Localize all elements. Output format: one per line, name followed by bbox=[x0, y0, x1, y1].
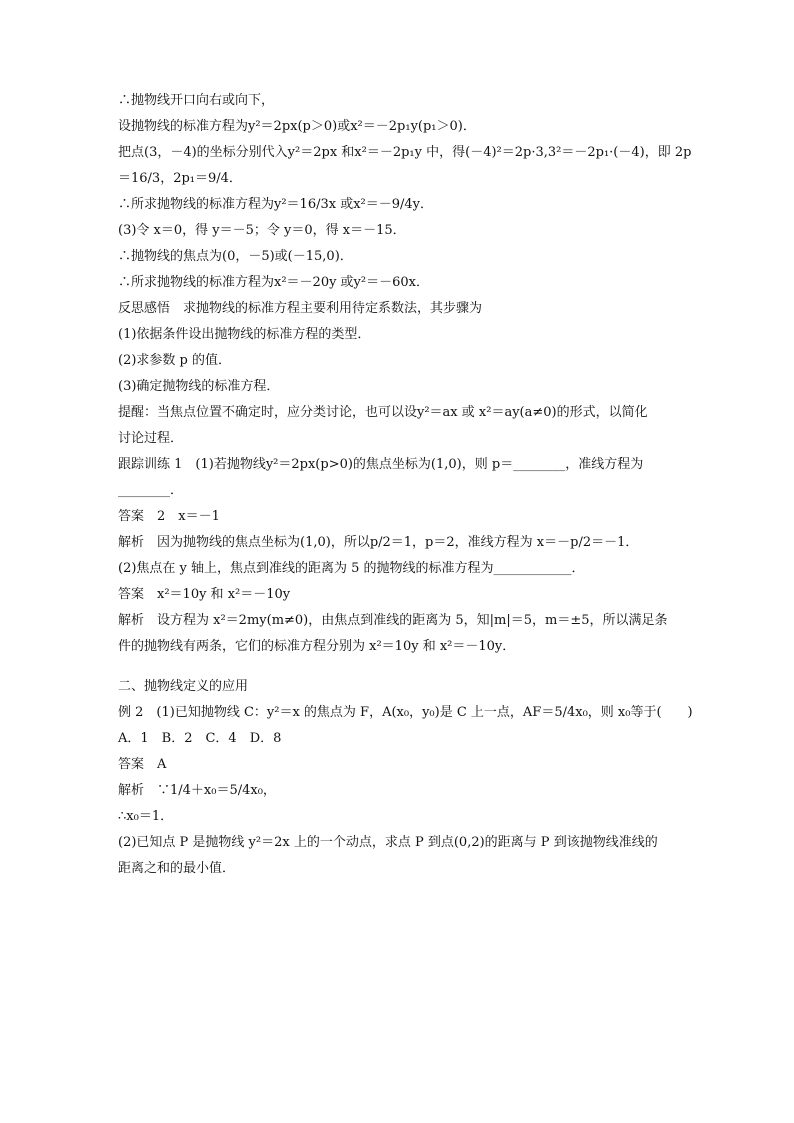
exercise-question: ________． bbox=[118, 483, 184, 498]
analysis-line: 解析 因为抛物线的焦点坐标为(1,0)，所以p/2＝1，p＝2，准线方程为 x＝－p/2＝－1． bbox=[118, 535, 639, 550]
text-line: 设抛物线的标准方程为y²＝2px(p＞0)或x²＝－2p₁y(p₁＞0)． bbox=[118, 119, 476, 134]
answer-line: 答案 A bbox=[118, 757, 167, 772]
text-line: 讨论过程． bbox=[118, 431, 184, 446]
text-line: ∴抛物线开口向右或向下， bbox=[118, 93, 275, 108]
example-question: (2)已知点 P 是抛物线 y²＝2x 上的一个动点，求点 P 到点(0,2)的距离与 P 到该抛物线准线的 bbox=[118, 835, 658, 850]
text-line: ＝16/3，2p₁＝9/4． bbox=[118, 171, 242, 186]
exercise-question: (2)焦点在 y 轴上，焦点到准线的距离为 5 的抛物线的标准方程为____________． bbox=[118, 561, 585, 576]
text-line: ∴x₀＝1． bbox=[118, 809, 174, 824]
answer-line: 答案 x²＝10y 和 x²＝－10y bbox=[118, 587, 291, 602]
choices-line: A．1 B．2 C．4 D．8 bbox=[118, 731, 282, 746]
text-line: ∴抛物线的焦点为(0，－5)或(－15,0)． bbox=[118, 249, 353, 264]
text-line: ∴所求抛物线的标准方程为x²＝－20y 或y²＝－60x． bbox=[118, 275, 429, 290]
analysis-line: 解析 ∵1/4＋x₀＝5/4x₀， bbox=[118, 783, 276, 798]
example-question: 例 2 (1)已知抛物线 C：y²＝x 的焦点为 F，A(x₀，y₀)是 C 上一点，AF＝5/4x₀，则 x₀等于( ) bbox=[118, 705, 693, 720]
analysis-line: 解析 设方程为 x²＝2my(m≠0)，由焦点到准线的距离为 5，知|m|＝5，m＝±5，所以满足条 bbox=[118, 613, 668, 628]
exercise-question: 跟踪训练 1 (1)若抛物线y²＝2px(p>0)的焦点坐标为(1,0)，则 p＝________，准线方程为 bbox=[118, 457, 644, 472]
section-heading: 二、抛物线定义的应用 bbox=[118, 679, 249, 694]
section-note-heading: 反思感悟 求抛物线的标准方程主要利用待定系数法，其步骤为 bbox=[118, 301, 483, 316]
text-line: (2)求参数 p 的值． bbox=[118, 353, 232, 368]
text-line: 把点(3，－4)的坐标分别代入y²＝2px 和x²＝－2p₁y 中，得(－4)²＝2p·3,3²＝－2p₁·(－4)，即 2p bbox=[118, 145, 692, 160]
answer-line: 答案 2 x＝－1 bbox=[118, 509, 220, 524]
document-page bbox=[118, 92, 693, 878]
example-question: 距离之和的最小值． bbox=[118, 861, 236, 876]
text-line: 提醒：当焦点位置不确定时，应分类讨论，也可以设y²＝ax 或 x²＝ay(a≠0)的形式，以简化 bbox=[118, 405, 648, 420]
text-line: (3)确定抛物线的标准方程． bbox=[118, 379, 280, 394]
text-line: ∴所求抛物线的标准方程为y²＝16/3x 或x²＝－9/4y． bbox=[118, 197, 434, 212]
text-line: (1)依据条件设出抛物线的标准方程的类型． bbox=[118, 327, 371, 342]
text-line: (3)令 x＝0，得 y＝－5；令 y＝0，得 x＝－15． bbox=[118, 223, 406, 238]
analysis-line: 件的抛物线有两条，它们的标准方程分别为 x²＝10y 和 x²＝－10y． bbox=[118, 639, 516, 654]
